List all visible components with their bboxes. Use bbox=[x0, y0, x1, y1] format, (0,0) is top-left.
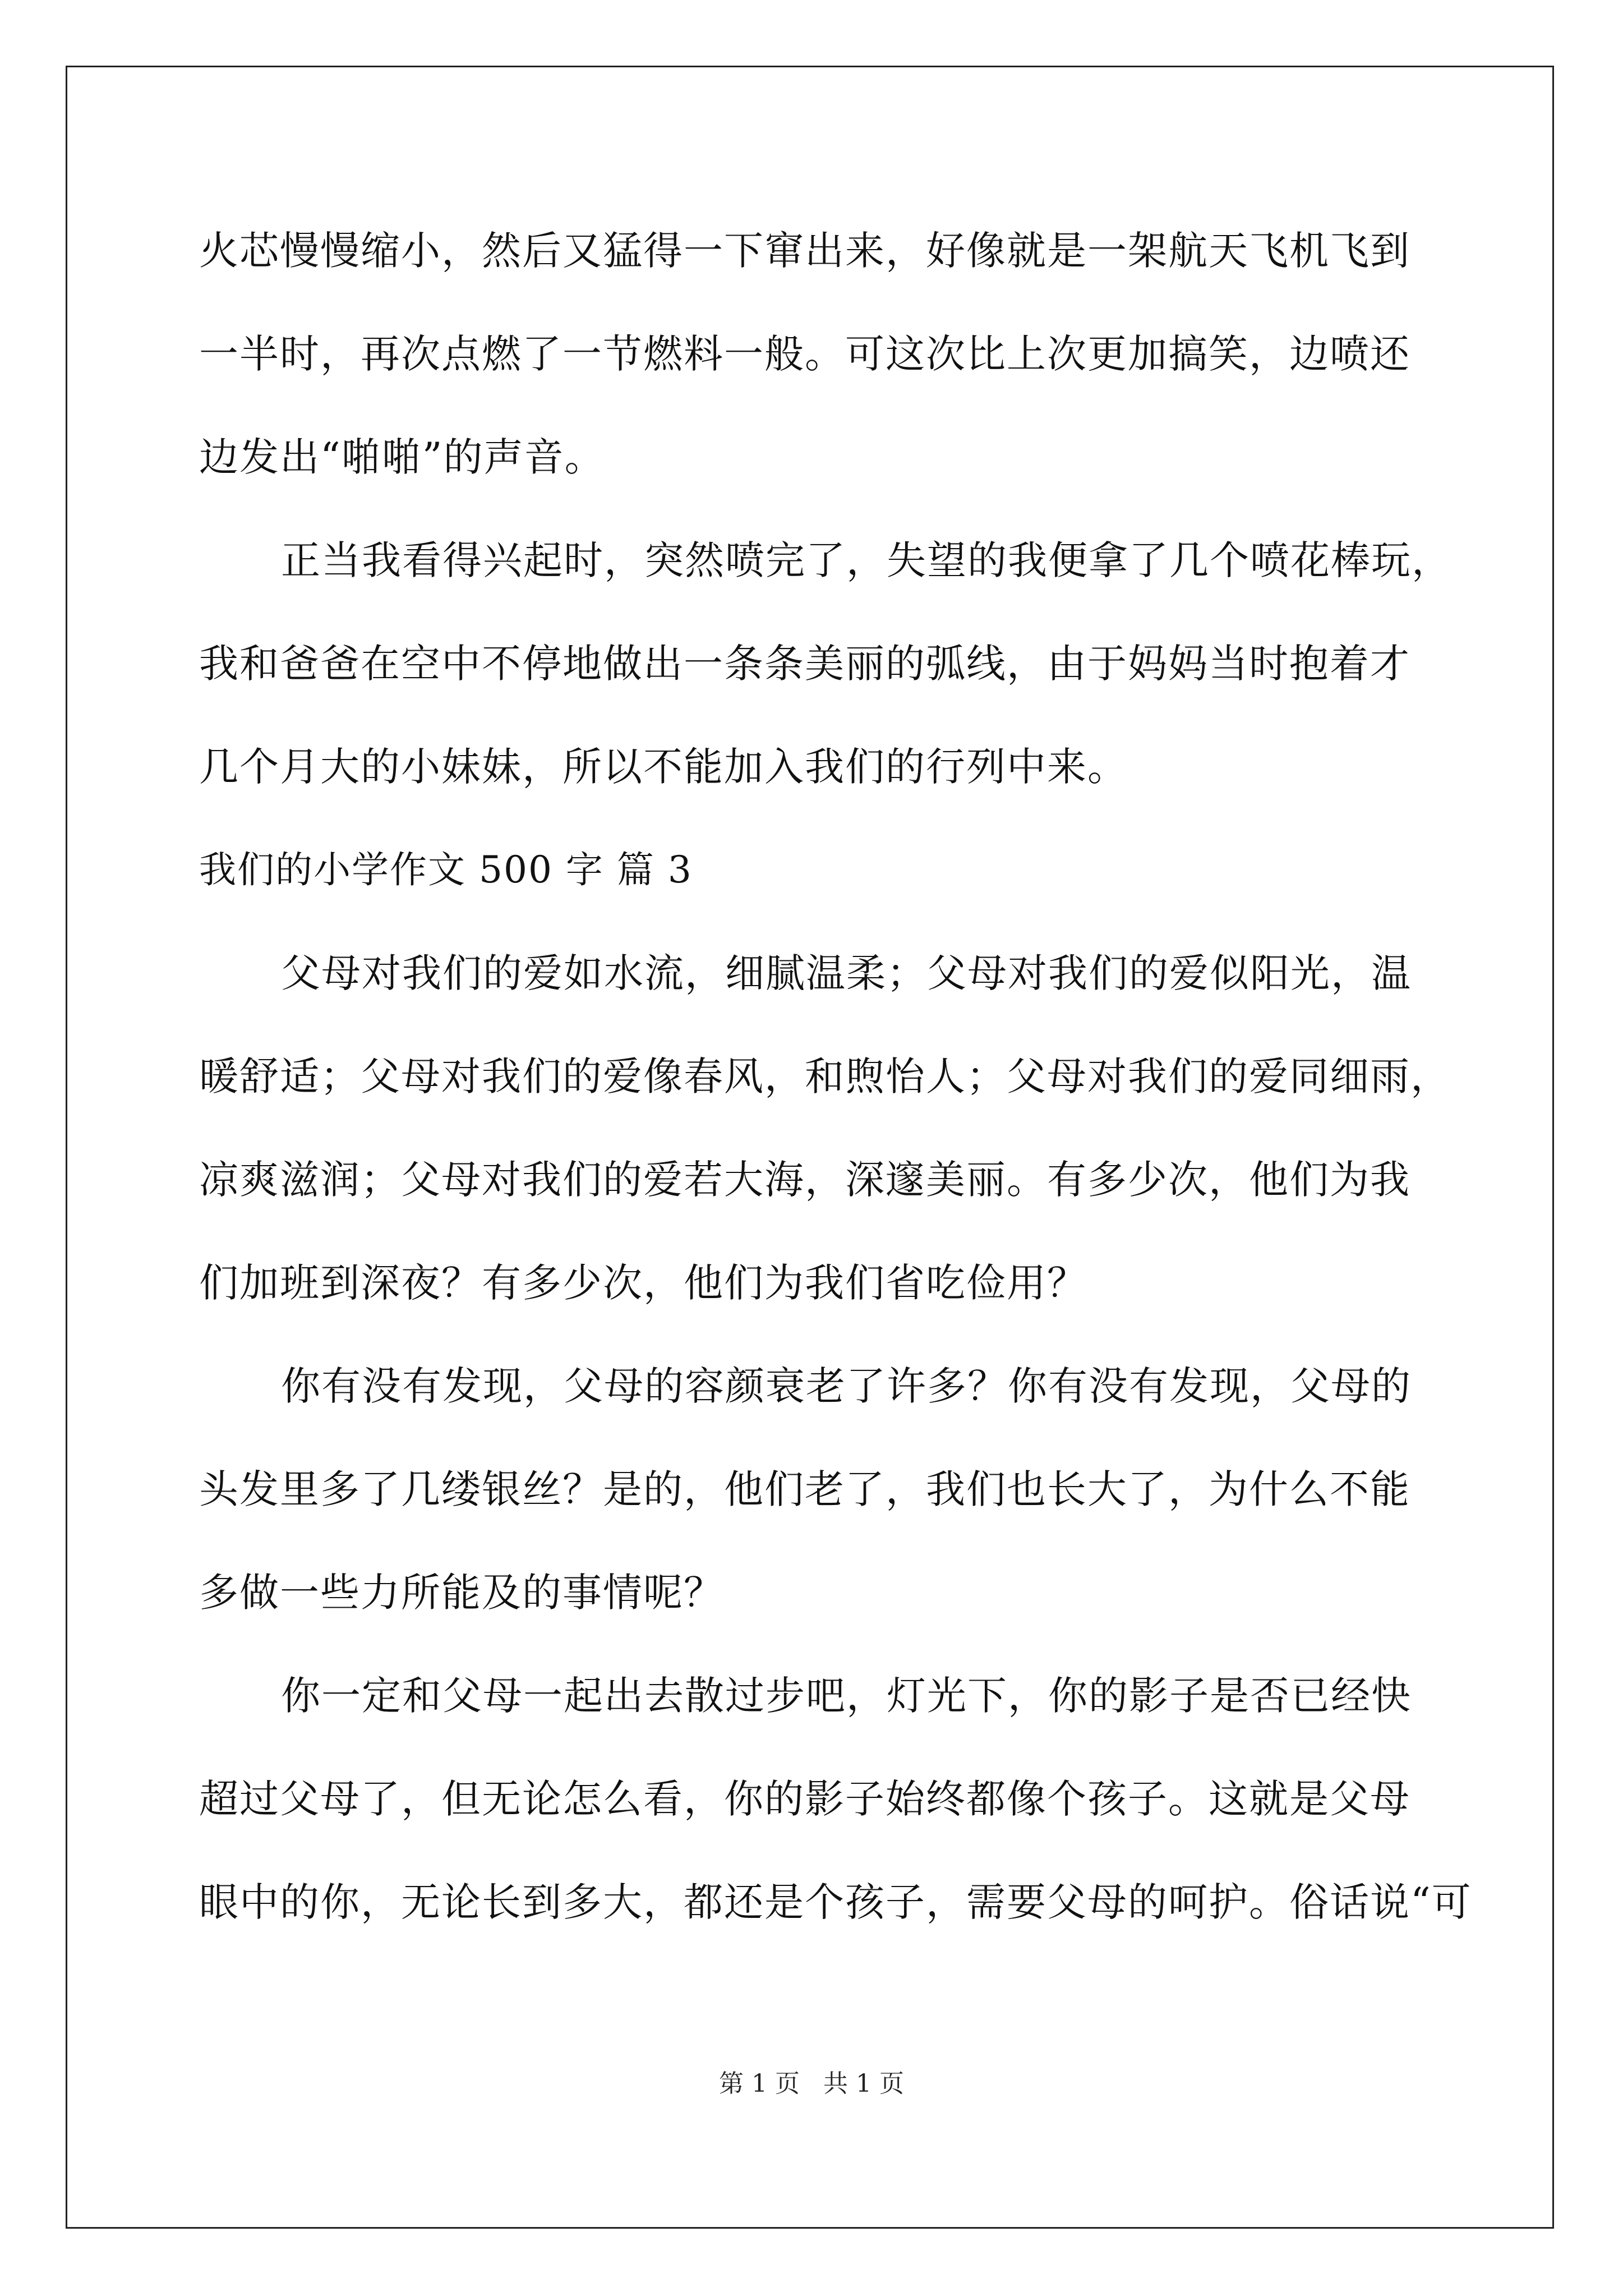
page-footer: 第 1 页 共 1 页 bbox=[719, 2069, 904, 2098]
paragraph-line: 凉爽滋润；父母对我们的爱若大海，深邃美丽。有多少次，他们为我 bbox=[199, 1157, 1410, 1203]
paragraph-line: 正当我看得兴起时，突然喷完了，失望的我便拿了几个喷花棒玩， bbox=[281, 537, 1452, 583]
paragraph-line: 头发里多了几缕银丝？是的，他们老了，我们也长大了，为什么不能 bbox=[199, 1466, 1410, 1512]
paragraph-line: 几个月大的小妹妹，所以不能加入我们的行列中来。 bbox=[199, 744, 1128, 790]
paragraph-line: 你一定和父母一起出去散过步吧，灯光下，你的影子是否已经快 bbox=[281, 1673, 1412, 1719]
paragraph-line: 超过父母了，但无论怎么看，你的影子始终都像个孩子。这就是父母 bbox=[199, 1776, 1410, 1822]
paragraph-line: 眼中的你，无论长到多大，都还是个孩子，需要父母的呵护。俗话说“可 bbox=[199, 1879, 1472, 1925]
paragraph-line: 我和爸爸在空中不停地做出一条条美丽的弧线，由于妈妈当时抱着才 bbox=[199, 641, 1410, 687]
paragraph-line: 们加班到深夜？有多少次，他们为我们省吃俭用？ bbox=[199, 1260, 1087, 1306]
paragraph-line: 火芯慢慢缩小，然后又猛得一下窜出来，好像就是一架航天飞机飞到 bbox=[199, 228, 1410, 274]
paragraph-line: 多做一些力所能及的事情呢？ bbox=[199, 1570, 724, 1616]
paragraph-line: 父母对我们的爱如水流，细腻温柔；父母对我们的爱似阳光，温 bbox=[281, 950, 1412, 996]
paragraph-line: 一半时，再次点燃了一节燃料一般。可这次比上次更加搞笑，边喷还 bbox=[199, 331, 1410, 377]
paragraph-line: 边发出“啪啪”的声音。 bbox=[199, 434, 605, 480]
paragraph-line: 暖舒适；父母对我们的爱像春风，和煦怡人；父母对我们的爱同细雨， bbox=[199, 1053, 1451, 1099]
section-heading: 我们的小学作文 500 字 篇 3 bbox=[199, 848, 693, 891]
paragraph-line: 你有没有发现，父母的容颜衰老了许多？你有没有发现，父母的 bbox=[281, 1363, 1412, 1409]
document-body bbox=[199, 199, 1472, 1954]
